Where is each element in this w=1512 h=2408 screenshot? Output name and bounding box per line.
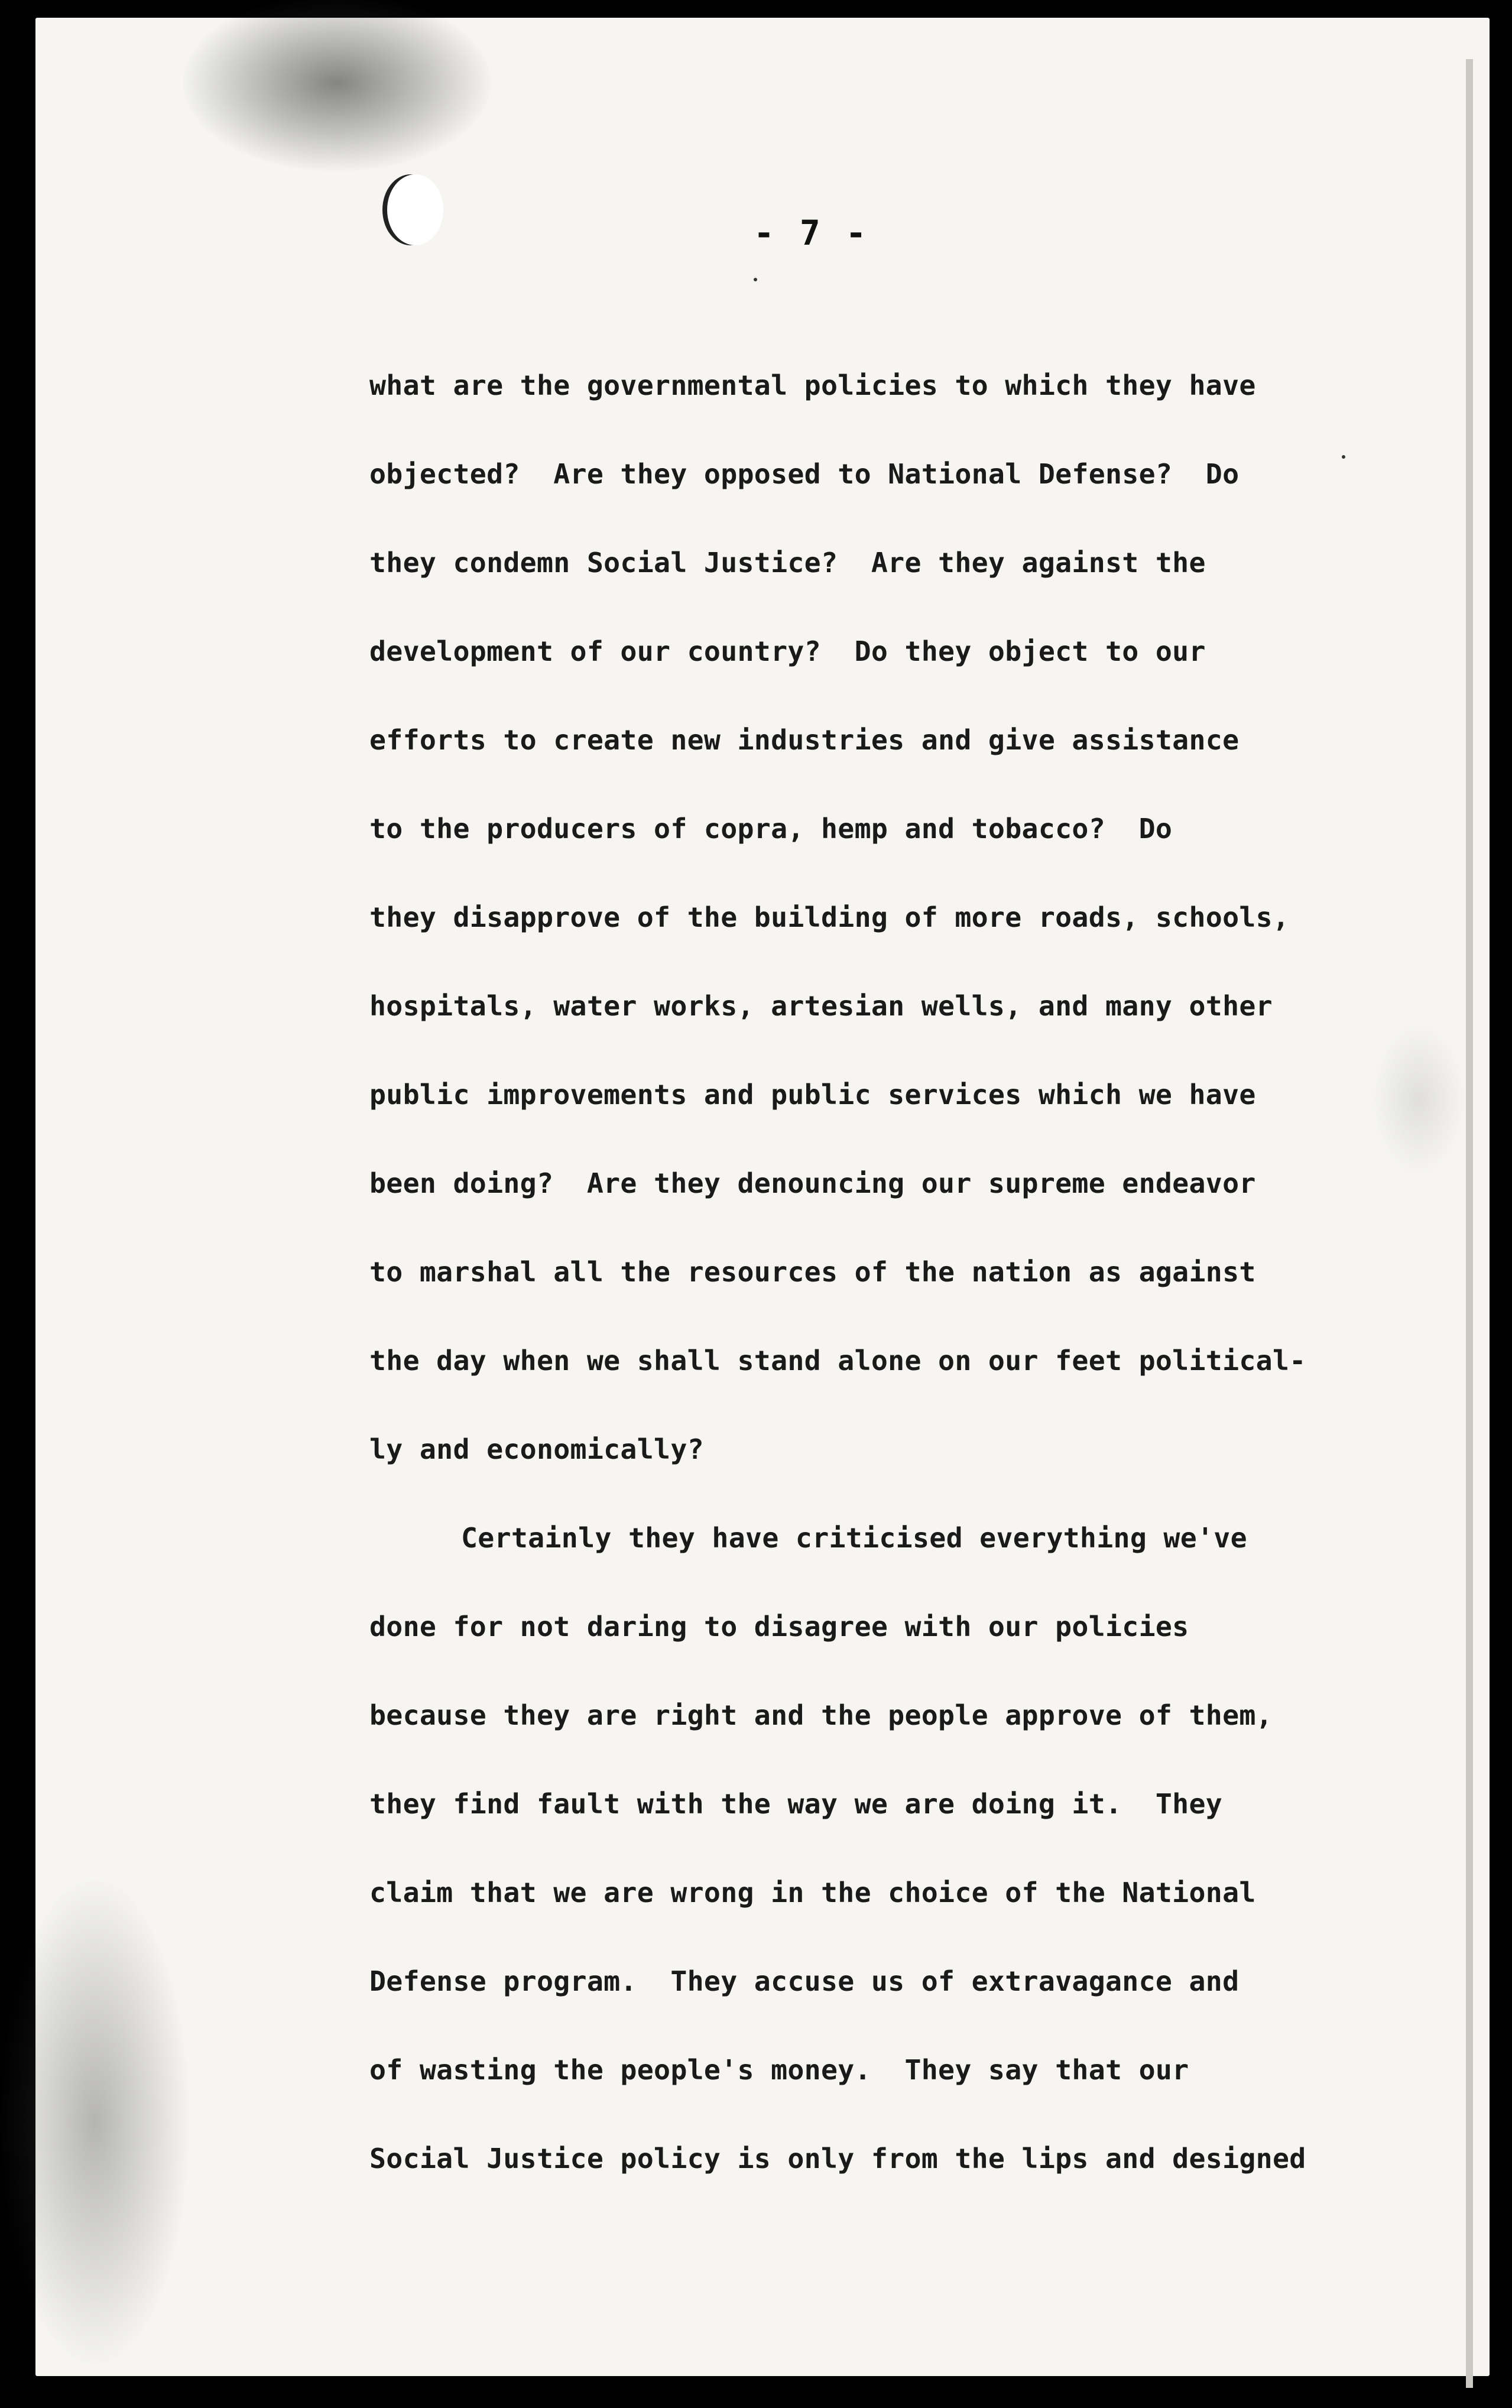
- typed-document-page: [35, 18, 1490, 2376]
- text-line: objected? Are they opposed to National Defense? Do: [369, 458, 1240, 490]
- text-line: public improvements and public services which we have: [369, 1079, 1256, 1111]
- text-line: to the producers of copra, hemp and tobacco? Do: [369, 813, 1173, 845]
- typed-text-body: [35, 18, 1490, 2376]
- text-line: Social Justice policy is only from the lips and designed: [369, 2143, 1306, 2175]
- text-line: to marshal all the resources of the nation as against: [369, 1256, 1256, 1288]
- text-line: been doing? Are they denouncing our supreme endeavor: [369, 1167, 1256, 1199]
- paper-speck: [754, 278, 757, 281]
- text-line: hospitals, water works, artesian wells, and many other: [369, 990, 1273, 1022]
- text-line: what are the governmental policies to which they have: [369, 369, 1256, 401]
- text-line: efforts to create new industries and give assistance: [369, 724, 1240, 756]
- text-line: because they are right and the people approve of them,: [369, 1699, 1273, 1731]
- paper-speck: [1342, 455, 1345, 459]
- text-line: done for not daring to disagree with our policies: [369, 1611, 1189, 1643]
- text-line: the day when we shall stand alone on our feet political-: [369, 1345, 1306, 1377]
- text-line: they condemn Social Justice? Are they against the: [369, 547, 1206, 579]
- page-number: - 7 -: [754, 213, 869, 253]
- text-line: Certainly they have criticised everything we've: [461, 1522, 1247, 1554]
- text-line: Defense program. They accuse us of extravagance and: [369, 1965, 1240, 1997]
- text-line: ly and economically?: [369, 1433, 704, 1465]
- text-line: they find fault with the way we are doing it. They: [369, 1788, 1223, 1820]
- text-line: development of our country? Do they object to our: [369, 635, 1206, 667]
- text-line: of wasting the people's money. They say that our: [369, 2054, 1189, 2086]
- text-line: they disapprove of the building of more roads, schools,: [369, 901, 1290, 933]
- text-line: claim that we are wrong in the choice of the National: [369, 1877, 1256, 1909]
